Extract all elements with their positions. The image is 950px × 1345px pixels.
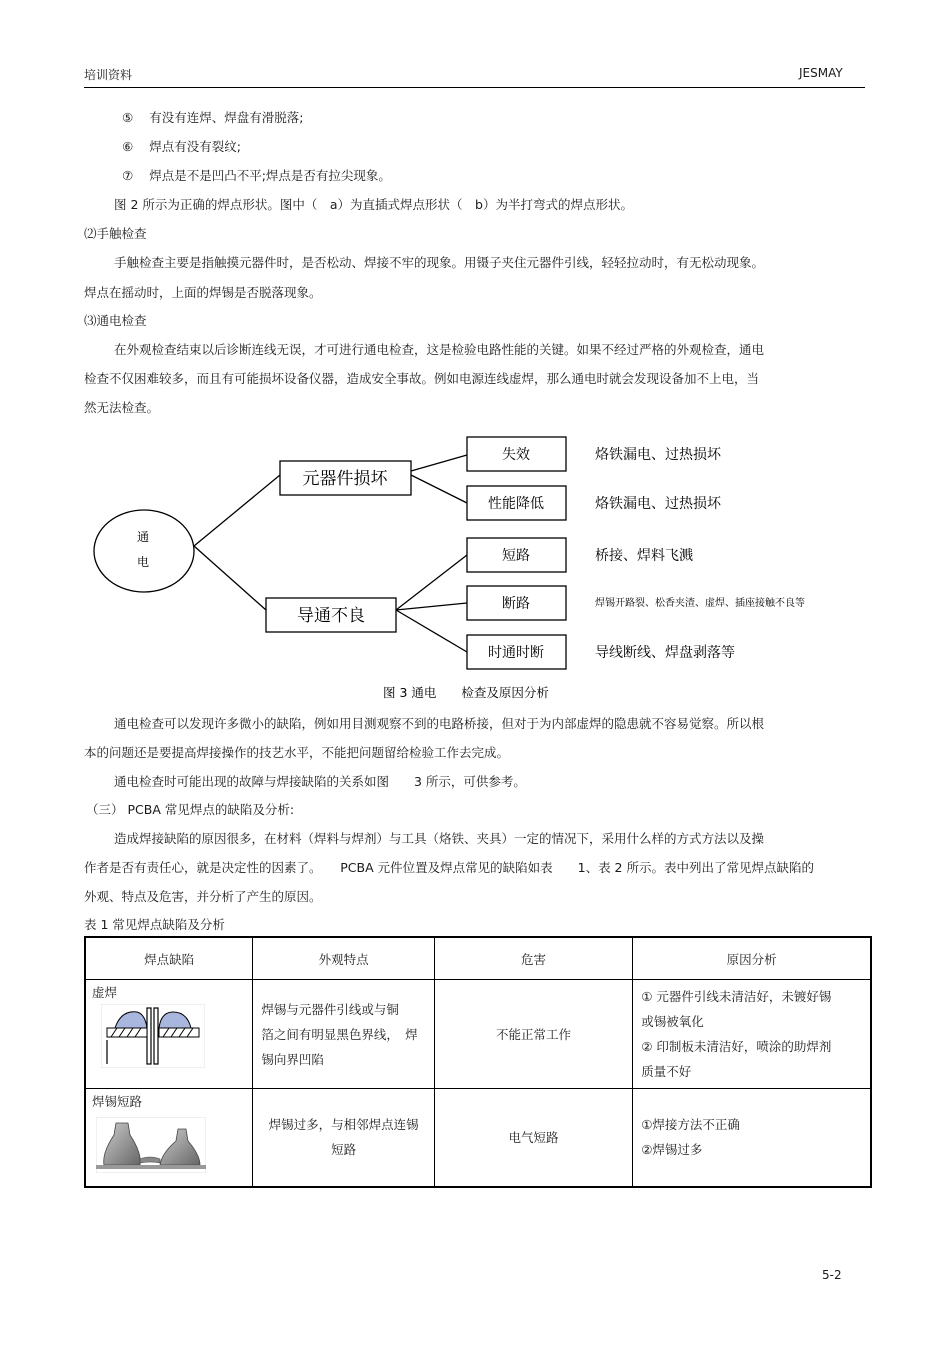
page-number: 5-2	[822, 1268, 842, 1282]
defect-cell	[85, 1089, 253, 1187]
paragraph: 在外观检查结束以后诊断连线无误，才可进行通电检查，这是检验电路性能的关键。如果不经过严格的外观检查，通电	[114, 342, 765, 357]
cause-line: ② 印制板未清洁好，喷涂的助焊剂	[641, 1039, 832, 1054]
column-header: 外观特点	[253, 937, 435, 980]
defect-name: 焊锡短路	[92, 1094, 143, 1109]
section-title: （三） PCBA 常见焊点的缺陷及分析:	[86, 802, 295, 817]
fig2-note: 图 2 所示为正确的焊点形状。图中（ a）为直插式焊点形状（ b）为半打弯式的焊点形状。	[114, 197, 633, 212]
branch-label: 元器件损坏	[302, 469, 388, 489]
paragraph: 焊点在摇动时，上面的焊锡是否脱落现象。	[84, 285, 322, 300]
leaf-note: 导线断线、焊盘剥落等	[595, 645, 735, 661]
column-header: 原因分析	[633, 937, 871, 980]
item-text: 焊点有没有裂纹;	[149, 139, 241, 154]
leaf-label: 短路	[502, 548, 530, 564]
item-number: ⑦	[122, 168, 134, 183]
paragraph: 然无法检查。	[84, 400, 160, 415]
paragraph: 造成焊接缺陷的原因很多，在材料（焊料与焊剂）与工具（烙铁、夹具）一定的情况下，采用什么样的方式方法以及操	[114, 831, 765, 846]
paragraph: 通电检查可以发现许多微小的缺陷，例如用目测观察不到的电路桥接，但对于为内部虚焊的隐患就不容易觉察。所以根	[114, 716, 765, 731]
paragraph: 检查不仅困难较多，而且有可能损坏设备仪器，造成安全事故。例如电源连线虚焊，那么通电时就会发现设备加不上电，当	[84, 371, 760, 386]
leaf-note: 桥接、焊料飞溅	[595, 548, 693, 564]
leaf-label: 性能降低	[488, 496, 544, 512]
leaf-note: 烙铁漏电、过热损坏	[595, 447, 721, 463]
cause-line: ①焊接方法不正确	[641, 1117, 740, 1133]
leaf-label: 断路	[502, 596, 530, 612]
paragraph: 作者是否有责任心，就是决定性的因素了。 PCBA 元件位置及焊点常见的缺陷如表 1、表 2 所示。表中列出了常见焊点缺陷的	[84, 860, 814, 875]
leaf-note: 焊锡开路裂、松香夹渣、虚焊、插座接触不良等	[595, 598, 805, 609]
harm-cell: 不能正常工作	[434, 980, 632, 1089]
leaf-label: 失效	[502, 447, 530, 463]
defect-cell	[85, 980, 253, 1089]
column-header: 焊点缺陷	[85, 937, 253, 980]
causes-cell	[633, 980, 871, 1089]
header-left: 培训资料	[84, 68, 133, 82]
cause-line: 或锡被氧化	[641, 1014, 704, 1029]
cause-line: ②焊锡过多	[641, 1142, 703, 1158]
paragraph: 手触检查主要是指触摸元器件时，是否松动、焊接不牢的现象。用镊子夹住元器件引线，轻轻拉动时，有无松动现象。	[114, 255, 765, 270]
cause-line: 质量不好	[641, 1064, 692, 1079]
cold-solder-illustration	[101, 1004, 205, 1068]
item-text: 焊点是不是凹凸不平;焊点是否有拉尖现象。	[149, 168, 391, 183]
table-header-row	[85, 937, 871, 980]
harm-cell: 电气短路	[434, 1089, 632, 1187]
item-text: 有没有连焊、焊盘有滑脱落;	[149, 110, 304, 125]
paragraph: 外观、特点及危害，并分析了产生的原因。	[84, 889, 322, 904]
root-node	[94, 510, 194, 592]
section-title: ⑶通电检查	[84, 313, 147, 328]
item-number: ⑤	[122, 110, 134, 125]
causes-cell	[633, 1089, 871, 1187]
column-header: 危害	[434, 937, 632, 980]
defect-name: 虚焊	[92, 985, 118, 1000]
appearance-line: 焊锡过多，与相邻焊点连锡	[268, 1117, 419, 1133]
paragraph: 通电检查时可能出现的故障与焊接缺陷的关系如图 3 所示，可供参考。	[114, 774, 526, 789]
table-row	[85, 980, 871, 1089]
table-row	[85, 1089, 871, 1187]
defects-table	[84, 936, 872, 1188]
table-caption: 表 1 常见焊点缺陷及分析	[84, 917, 225, 932]
appearance-line: 箔之间有明显黑色界线， 焊	[261, 1026, 418, 1042]
appearance-line: 焊锡与元器件引线或与铜	[261, 1001, 399, 1017]
leaf-note: 烙铁漏电、过热损坏	[595, 496, 721, 512]
cause-line: ① 元器件引线未清洁好，未镀好锡	[641, 989, 832, 1004]
item-number: ⑥	[122, 139, 134, 154]
paragraph: 本的问题还是要提高焊接操作的技艺水平，不能把问题留给检验工作去完成。	[84, 745, 510, 760]
appearance-cell	[253, 980, 435, 1089]
solder-bridge-illustration	[96, 1117, 206, 1173]
root-label: 电	[136, 555, 150, 569]
appearance-cell	[253, 1089, 435, 1187]
root-label: 通	[136, 530, 150, 544]
header-right: JESMAY	[799, 66, 843, 80]
figure-caption: 图 3 通电 检查及原因分析	[383, 685, 549, 700]
leaf-label: 时通时断	[488, 645, 544, 661]
appearance-line: 短路	[331, 1142, 357, 1158]
appearance-line: 锡向界凹陷	[261, 1051, 324, 1067]
branch-label: 导通不良	[297, 606, 365, 626]
section-title: ⑵手触检查	[84, 226, 147, 241]
